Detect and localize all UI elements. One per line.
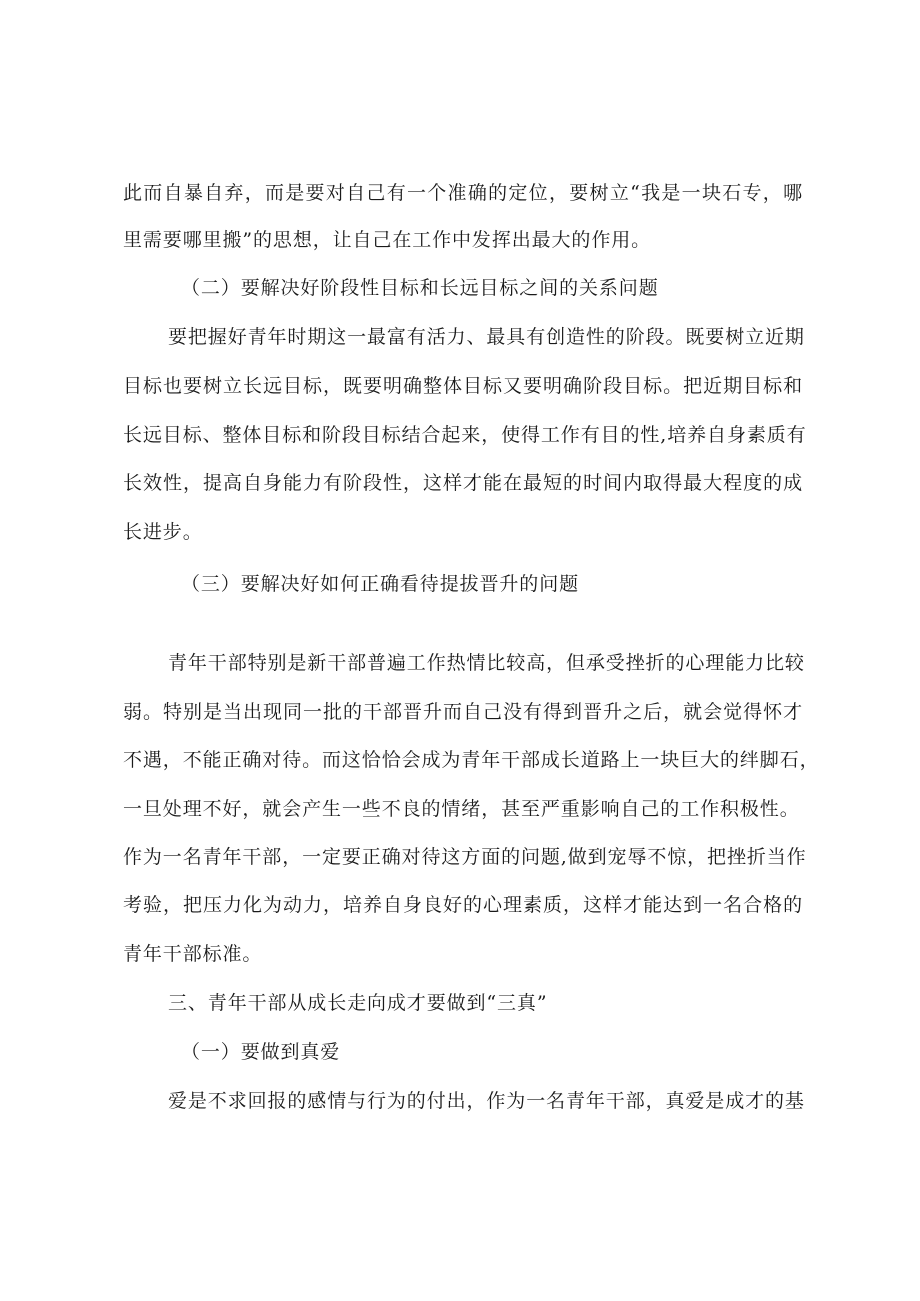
chapter-heading: 三、青年干部从成长走向成才要做到“三真”	[168, 992, 548, 1014]
body-text-line: 爱是不求回报的感情与行为的付出，作为一名青年干部，真爱是成才的基	[168, 1090, 805, 1112]
body-text-line: 青年干部特别是新干部普遍工作热情比较高，但承受挫折的心理能力比较	[168, 652, 805, 674]
body-text-line: 青年干部标准。	[123, 943, 263, 965]
body-text-line: 长远目标、整体目标和阶段目标结合起来，使得工作有目的性,培养自身素质有	[123, 424, 807, 446]
body-text-line: 不遇，不能正确对待。而这恰恰会成为青年干部成长道路上一块巨大的绊脚石，	[123, 749, 820, 771]
section-heading: （二）要解决好阶段性目标和长远目标之间的关系问题	[181, 277, 659, 299]
body-text-line: 此而自暴自弃，而是要对自己有一个准确的定位，要树立“我是一块石专，哪	[123, 182, 803, 204]
body-text-line: 要把握好青年时期这一最富有活力、最具有创造性的阶段。既要树立近期	[168, 326, 805, 348]
section-heading: （一）要做到真爱	[181, 1041, 341, 1063]
body-text-line: 长进步。	[123, 521, 203, 543]
body-text-line: 一旦处理不好，就会产生一些不良的情绪，甚至严重影响自己的工作积极性。	[123, 798, 800, 820]
body-text-line: 考验，把压力化为动力，培养自身良好的心理素质，这样才能达到一名合格的	[123, 894, 803, 916]
body-text-line: 目标也要树立长远目标，既要明确整体目标又要明确阶段目标。把近期目标和	[123, 375, 803, 397]
section-heading: （三）要解决好如何正确看待提拔晋升的问题	[181, 573, 580, 595]
body-text-line: 作为一名青年干部，一定要正确对待这方面的问题,做到宠辱不惊，把挫折当作	[123, 846, 807, 868]
body-text-line: 长效性，提高自身能力有阶段性，这样才能在最短的时间内取得最大程度的成	[123, 472, 803, 494]
body-text-line: 弱。特别是当出现同一批的干部晋升而自己没有得到晋升之后，就会觉得怀才	[123, 701, 803, 723]
body-text-line: 里需要哪里搬”的思想，让自己在工作中发挥出最大的作用。	[123, 229, 652, 251]
